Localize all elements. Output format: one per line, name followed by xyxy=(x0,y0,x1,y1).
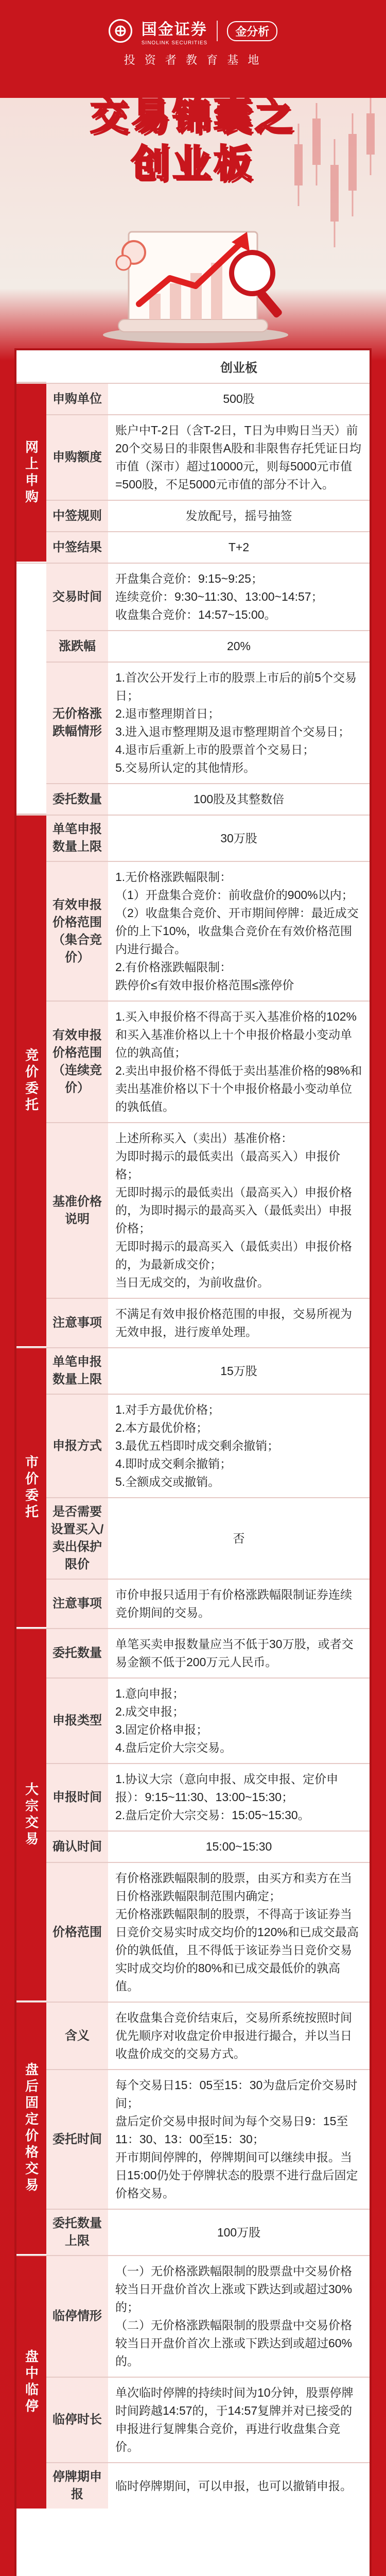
value-block-time: 1.协议大宗（意向申报、成交申报、定价申报）：9:15~11:30、13:00~15:30； 2.盘后定价大宗交易：15:05~15:30。 xyxy=(115,1772,339,1822)
value-block-qty: 单笔买卖申报数量应当不低于30万股，或者交易金额不低于200万元人民币。 xyxy=(115,1637,354,1669)
row-market-protect xyxy=(46,1498,370,1580)
row-lottery-rule xyxy=(46,501,370,532)
label-subscribe-limit: 申购额度 xyxy=(46,415,108,500)
row-auction-max xyxy=(46,816,370,862)
row-subscribe-limit xyxy=(46,415,370,501)
rules-table xyxy=(14,348,372,2576)
row-base-price xyxy=(46,1123,370,1299)
row-block-qty xyxy=(46,1629,370,1679)
value-market-max: 15万股 xyxy=(220,1364,257,1378)
value-block-confirm: 15:00~15:30 xyxy=(205,1840,272,1853)
row-halt-duration xyxy=(46,2378,370,2463)
header-section-spacer xyxy=(16,350,46,383)
label-market-protect: 是否需要设置买入/卖出保护限价 xyxy=(46,1498,108,1579)
value-auction-valid-range: 1.无价格涨跌幅限制： （1）开盘集合竞价：前收盘价的900%以内； （2）收盘集合竞价、开市期间停牌：最近成交价的上下10%，收盘集合竞价在有效价格范围内进行撮合。 2.有价格涨跌幅限制： 跌停价≤有效申报价格范围≤涨停价 xyxy=(115,870,359,992)
value-auction-note: 不满足有效申报价格范围的申报，交易所视为无效申报，进行废单处理。 xyxy=(115,1307,352,1338)
label-trade-time: 交易时间 xyxy=(46,564,108,630)
label-after-time: 委托时间 xyxy=(46,2070,108,2209)
value-lottery-result: T+2 xyxy=(228,540,250,554)
label-order-qty: 委托数量 xyxy=(46,784,108,815)
row-auction-note xyxy=(46,1299,370,1347)
section-online-subscription xyxy=(16,384,370,564)
value-market-method: 1.对手方最优价格； 2.本方最优价格； 3.最优五档即时成交剩余撤销； 4.即时成交剩余撤销； 5.全额成交或撤销。 xyxy=(115,1403,279,1488)
label-block-qty: 委托数量 xyxy=(46,1629,108,1677)
label-block-price: 价格范围 xyxy=(46,1863,108,2002)
value-lottery-rule: 发放配号，摇号抽签 xyxy=(185,509,292,522)
table-header-title: 创业板 xyxy=(220,361,257,375)
section-general xyxy=(16,564,370,816)
row-block-confirm xyxy=(46,1832,370,1863)
section-market-order xyxy=(16,1348,370,1629)
value-price-limit: 20% xyxy=(226,639,251,653)
label-auction-note: 注意事项 xyxy=(46,1299,108,1347)
label-market-method: 申报方式 xyxy=(46,1395,108,1497)
row-block-time xyxy=(46,1764,370,1832)
row-lottery-result xyxy=(46,532,370,563)
label-block-type: 申报类型 xyxy=(46,1679,108,1763)
label-halt-duration: 临停时长 xyxy=(46,2378,108,2462)
value-market-protect: 否 xyxy=(233,1531,245,1545)
label-market-max: 单笔申报数量上限 xyxy=(46,1348,108,1394)
label-block-confirm: 确认时间 xyxy=(46,1832,108,1862)
label-after-max: 委托数量上限 xyxy=(46,2210,108,2255)
row-after-meaning xyxy=(46,2003,370,2070)
sinolink-logo-icon xyxy=(109,19,132,43)
hero-title-line1: 交易锦囊之 xyxy=(90,95,296,138)
row-auction-valid-range xyxy=(46,862,370,1002)
value-auction-valid-range-continuous: 1.买入申报价格不得高于买入基准价格的102%和买入基准价格以上十个申报价格最小变动单位的孰高值； 2.卖出申报价格不得低于卖出基准价格的98%和卖出基准价格以下十个申报价格最小变动单位的孰低值。 xyxy=(115,1010,362,1113)
value-subscribe-unit: 500股 xyxy=(223,392,255,405)
row-after-max xyxy=(46,2210,370,2255)
label-market-note: 注意事项 xyxy=(46,1580,108,1628)
row-after-time xyxy=(46,2070,370,2210)
value-subscribe-limit: 账户中T-2日（含T-2日，T日为申购日当天）前20个交易日的非限售A股和非限售存托凭证日均市值（深市）超过10000元，则每5000元市值=500股，不足5000元市值的部分不计入。 xyxy=(115,423,361,491)
row-market-max xyxy=(46,1348,370,1395)
row-order-qty xyxy=(46,784,370,815)
row-auction-valid-range-continuous xyxy=(46,1002,370,1123)
section-label-online: 网上申购 xyxy=(16,384,46,563)
section-label-market: 市价委托 xyxy=(16,1348,46,1628)
brand-name-en: SINOLINK SECURITIES xyxy=(141,40,208,46)
table-header-row xyxy=(16,350,370,384)
brand-row xyxy=(0,15,386,46)
section-label-auction: 竞价委托 xyxy=(16,816,46,1347)
hero-title-line2: 创业板 xyxy=(131,142,255,185)
hero-title xyxy=(0,93,386,188)
value-no-limit-case: 1.首次公开发行上市的股票上市后的前5个交易日； 2.退市整理期首日； 3.进入退市整理期及退市整理期首个交易日； 4.退市后重新上市的股票首个交易日； 5.交易所认定的其他情形。 xyxy=(115,671,357,774)
brand-divider xyxy=(217,21,218,41)
value-market-note: 市价申报只适用于有价格涨跌幅限制证券连续竞价期间的交易。 xyxy=(115,1588,352,1619)
label-price-limit: 涨跌幅 xyxy=(46,631,108,662)
value-after-meaning: 在收盘集合竞价结束后，交易所系统按照时间优先顺序对收盘定价申报进行撮合，并以当日收盘价成交的交易方式。 xyxy=(115,2011,352,2060)
row-halt-cancel xyxy=(46,2463,370,2509)
row-block-type xyxy=(46,1679,370,1764)
section-auction-order xyxy=(16,816,370,1348)
row-no-limit-case xyxy=(46,663,370,784)
label-auction-max: 单笔申报数量上限 xyxy=(46,816,108,861)
row-market-method xyxy=(46,1395,370,1498)
row-block-price xyxy=(46,1863,370,2002)
value-block-type: 1.意向申报； 2.成交申报； 3.固定价格申报； 4.盘后定价大宗交易。 xyxy=(115,1687,232,1754)
value-halt-duration: 单次临时停牌的持续时间为10分钟，股票停牌时间跨越14:57的，于14:57复牌并对已接受的申报进行复牌集合竞价，再进行收盘集合竞价。 xyxy=(115,2386,354,2453)
header-label-spacer xyxy=(46,350,108,383)
section-label-after-hours: 盘后固定价格交易 xyxy=(16,2003,46,2255)
row-halt-case xyxy=(46,2256,370,2378)
section-intraday-halt xyxy=(16,2256,370,2509)
label-lottery-rule: 中签规则 xyxy=(46,501,108,531)
value-block-price: 有价格涨跌幅限制的股票，由买方和卖方在当日价格涨跌幅限制范围内确定； 无价格涨跌幅限制的股票，不得高于该证券当日竞价交易实时成交均价的120%和已成交最高价的孰低值，且不得低于该证券当日竞价交易实时成交均价的80%和已成交最低价的孰高值。 xyxy=(115,1871,359,1993)
brand-name: 国金证券 xyxy=(141,21,207,38)
row-price-limit xyxy=(46,631,370,663)
label-lottery-result: 中签结果 xyxy=(46,532,108,563)
brand-text xyxy=(142,16,207,46)
sub-brand-logo: 金分析 xyxy=(227,21,277,41)
value-order-qty: 100股及其整数倍 xyxy=(193,792,285,806)
label-halt-case: 临停情形 xyxy=(46,2256,108,2377)
label-subscribe-unit: 申购单位 xyxy=(46,384,108,414)
row-trade-time xyxy=(46,564,370,631)
value-trade-time: 开盘集合竞价：9:15~9:25； 连续竞价：9:30~11:30、13:00~14:57； 收盘集合竞价：14:57~15:00。 xyxy=(115,572,323,621)
chart-scroll-illustration-icon xyxy=(93,196,299,345)
value-halt-case: （一）无价格涨跌幅限制的股票盘中交易价格较当日开盘价首次上涨或下跌达到或超过30%的； （二）无价格涨跌幅限制的股票盘中交易价格较当日开盘价首次上涨或下跌达到或超过60%的。 xyxy=(115,2264,353,2368)
value-halt-cancel: 临时停牌期间，可以申报，也可以撤销申报。 xyxy=(115,2479,352,2493)
row-subscribe-unit xyxy=(46,384,370,415)
label-block-time: 申报时间 xyxy=(46,1764,108,1831)
section-label-halt: 盘中临停 xyxy=(16,2256,46,2509)
label-no-limit-case: 无价格涨跌幅情形 xyxy=(46,663,108,783)
value-after-max: 100万股 xyxy=(217,2225,261,2239)
section-block-trade xyxy=(16,1629,370,2003)
label-after-meaning: 含义 xyxy=(46,2003,108,2069)
label-base-price: 基准价格说明 xyxy=(46,1123,108,1298)
top-banner xyxy=(0,0,386,98)
row-market-note xyxy=(46,1580,370,1628)
value-auction-max: 30万股 xyxy=(220,831,257,845)
label-auction-valid-range-continuous: 有效申报价格范围（连续竞价） xyxy=(46,1002,108,1122)
value-base-price: 上述所称买入（卖出）基准价格： 为即时揭示的最低卖出（最高买入）申报价格； 无即时揭示的最低卖出（最高买入）申报价格的，为即时揭示的最高买入（最低卖出）申报价格； 无即时揭示的最高买入（最低卖出）申报价格的，为最新成交价； 当日无成交的，为前收盘价。 xyxy=(115,1131,352,1289)
section-label-block: 大宗交易 xyxy=(16,1629,46,2002)
value-after-time: 每个交易日15：05至15：30为盘后定价交易时间； 盘后定价交易申报时间为每个交易日9：15至11：30、13：00至15：30； 开市期间停牌的，停牌期间可以继续申报。当日15:00仍处于停牌状态的股票不进行盘后固定价格交易。 xyxy=(115,2078,358,2200)
brand-tagline: 投 资 者 教 育 基 地 xyxy=(124,54,262,66)
label-halt-cancel: 停牌期申报 xyxy=(46,2463,108,2509)
section-after-hours xyxy=(16,2003,370,2256)
section-label-general xyxy=(16,564,46,815)
label-auction-valid-range: 有效申报价格范围（集合竞价） xyxy=(46,862,108,1001)
